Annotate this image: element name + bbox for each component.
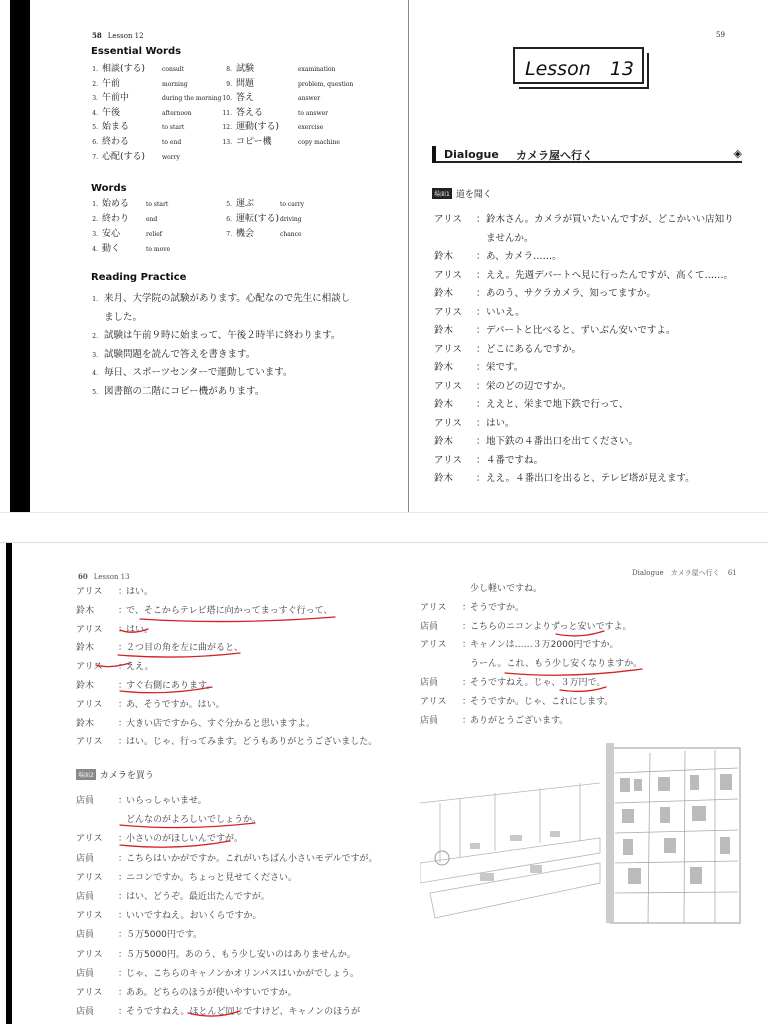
- dialogue-text: はい。じゃ、行ってみます。どうもありがとうございました。: [126, 737, 378, 748]
- speaker-colon: ：: [118, 796, 128, 806]
- dialogue-line: [76, 797, 416, 809]
- vocab-english: worry: [162, 153, 180, 161]
- vocab-japanese: 始まる: [102, 122, 130, 133]
- dialogue-line: [76, 816, 416, 828]
- essential-words-title: Essential Words: [91, 46, 182, 57]
- speaker-name: 店員: [76, 796, 95, 806]
- dialogue-line: [434, 419, 768, 431]
- vocab-japanese: 始める: [102, 199, 130, 209]
- dialogue-line: [76, 682, 416, 694]
- dialogue-text: あのう、サクラカメラ、知ってますか。: [486, 288, 656, 299]
- speaker-colon: ：: [118, 968, 128, 979]
- reading-sentence: [86, 294, 350, 304]
- speaker-name: 店員: [76, 1007, 95, 1018]
- vocab-japanese: 安心: [102, 229, 121, 239]
- speaker-colon: ：: [476, 343, 486, 355]
- words-title: Words: [91, 183, 127, 194]
- dialogue-text: ませんか。: [486, 232, 534, 244]
- speaker-colon: ：: [118, 853, 128, 864]
- vocab-english: to carry: [280, 201, 304, 208]
- speaker-colon: ：: [476, 454, 486, 466]
- vocab-japanese: 答え: [236, 93, 255, 104]
- speaker-colon: ：: [118, 949, 128, 960]
- speaker-name: アリス: [420, 602, 447, 613]
- dialogue-line: [434, 326, 768, 338]
- dialogue-text: ありがとうございます。: [470, 715, 569, 726]
- speaker-colon: ：: [476, 399, 486, 410]
- vocab-japanese: 動く: [102, 244, 121, 254]
- dialogue-text: 小さいのがほしいんですが。: [126, 834, 244, 845]
- item-number: 8.: [226, 66, 232, 73]
- sentence-text: 試験問題を読んで答えを書きます。: [104, 348, 256, 360]
- vocab-row: [218, 109, 408, 121]
- lesson-title-box: [513, 47, 644, 84]
- vocab-english: driving: [280, 216, 302, 223]
- speaker-colon: ：: [462, 678, 472, 688]
- dialogue-text: で、そこからテレビ塔に向かってまっすぐ行って、: [126, 605, 333, 616]
- reading-practice-title: Reading Practice: [91, 272, 187, 283]
- dialogue-line: [76, 607, 416, 619]
- speaker-name: 店員: [76, 853, 95, 864]
- dialogue-line: [434, 271, 768, 283]
- dialogue-line: [76, 893, 416, 905]
- dialogue-line: [76, 874, 416, 886]
- speaker-name: 鈴木: [434, 325, 454, 336]
- speaker-name: アリス: [76, 911, 103, 922]
- dialogue-line: [76, 644, 416, 656]
- vocab-english: to answer: [298, 109, 329, 117]
- speaker-colon: ：: [118, 892, 128, 902]
- lesson-title: Lesson 13: [525, 58, 634, 80]
- dialogue-text: ５万5000円です。: [126, 930, 203, 941]
- dialogue-line: [420, 717, 760, 729]
- item-number: 4.: [92, 370, 98, 377]
- vocab-japanese: 心配(する): [102, 151, 146, 162]
- dialogue-line: [420, 623, 760, 635]
- dialogue-text: 鈴木さん。カメラが買いたいんですが、どこかいい店知り: [486, 214, 734, 225]
- dialogue-line: [434, 400, 768, 412]
- dialogue-text: ああ。どちらのほうが使いやすいですか。: [126, 988, 297, 998]
- dialogue-text: ２つ目の角を左に曲がると、: [126, 643, 244, 654]
- sentence-text: 試験は午前９時に始まって、午後２時半に終わります。: [104, 330, 341, 341]
- vocab-english: copy machine: [298, 139, 340, 146]
- speaker-colon: ：: [118, 834, 128, 845]
- dialogue-text: あ、そうですか。はい。: [126, 699, 225, 710]
- dialogue-text: はい。: [126, 624, 154, 635]
- speaker-name: アリス: [76, 624, 103, 635]
- speaker-colon: ：: [118, 1007, 128, 1018]
- dialogue-text: あ、カメラ……。: [486, 251, 562, 262]
- dialogue-line: [76, 626, 416, 638]
- running-head: Lesson 12: [107, 32, 144, 40]
- speaker-colon: ：: [118, 911, 128, 922]
- dialogue-text: 栄のどの辺ですか。: [486, 380, 572, 392]
- vocab-english: to start: [146, 201, 169, 208]
- dialogue-text: はい。: [126, 587, 154, 597]
- item-number: 6.: [226, 216, 232, 223]
- vocab-japanese: コピー機: [236, 137, 272, 147]
- dialogue-line: [420, 641, 760, 653]
- scene-tag: 場面1: [432, 188, 452, 199]
- dialogue-line: [434, 382, 768, 394]
- running-head: Lesson 13: [93, 573, 130, 581]
- dialogue-line: [434, 308, 768, 320]
- reading-sentence: [86, 368, 292, 378]
- speaker-colon: ：: [462, 715, 472, 726]
- reading-sentence: [86, 387, 264, 397]
- speaker-name: 鈴木: [434, 436, 454, 447]
- speaker-colon: ：: [118, 988, 128, 998]
- vocab-english: afternoon: [162, 109, 192, 117]
- dialogue-line: [434, 215, 768, 227]
- reading-sentence: [86, 331, 341, 341]
- speaker-colon: ：: [476, 473, 486, 484]
- dialogue-line: [76, 588, 416, 600]
- scene-title: カメラを買う: [99, 771, 154, 781]
- sentence-text: 図書館の二階にコピー機があります。: [104, 385, 265, 397]
- page-number: 61: [727, 569, 737, 577]
- dialogue-text: ええ。: [126, 662, 154, 673]
- speaker-colon: ：: [118, 737, 128, 748]
- vocab-english: to start: [162, 124, 185, 132]
- item-number: 5.: [92, 124, 98, 132]
- dialogue-text: 栄です。: [486, 362, 524, 373]
- vocab-row: [218, 215, 408, 227]
- speaker-colon: ：: [476, 325, 486, 336]
- vocab-japanese: 午前中: [102, 93, 130, 104]
- item-number: 7.: [92, 153, 98, 161]
- speaker-name: アリス: [76, 872, 103, 883]
- item-number: 13.: [222, 139, 232, 146]
- vocab-row: [218, 200, 408, 212]
- speaker-colon: ：: [476, 269, 486, 281]
- vocab-japanese: 午前: [102, 78, 121, 89]
- dialogue-line: [420, 604, 760, 616]
- speaker-name: アリス: [76, 737, 103, 748]
- vocab-japanese: 機会: [236, 229, 255, 239]
- speaker-name: 店員: [420, 715, 439, 726]
- dialogue-text: いらっしゃいませ。: [126, 796, 207, 806]
- speaker-name: アリス: [434, 269, 462, 281]
- vocab-english: relief: [146, 231, 163, 238]
- speaker-name: 鈴木: [76, 643, 95, 654]
- dialogue-line: [420, 679, 760, 691]
- dialogue-line: [434, 252, 768, 264]
- item-number: 2.: [92, 216, 98, 223]
- dialogue-text: こちらはいかがですか。これがいちばん小さいモデルですが。: [126, 853, 378, 864]
- speaker-colon: ：: [462, 602, 472, 613]
- vocab-japanese: 答える: [236, 107, 264, 118]
- speaker-colon: ：: [476, 306, 486, 318]
- dialogue-text: どこにあるんですか。: [486, 343, 582, 355]
- scan-separator: [0, 512, 768, 543]
- speaker-name: アリス: [434, 306, 462, 318]
- dialogue-text: はい、どうぞ。最近出たんですが。: [126, 892, 270, 902]
- speaker-colon: ：: [476, 214, 486, 225]
- vocab-english: to move: [146, 246, 171, 253]
- dialogue-line: [420, 585, 760, 597]
- speaker-colon: ：: [118, 718, 128, 729]
- vocab-row: [218, 230, 408, 242]
- speaker-colon: ：: [118, 662, 128, 673]
- item-number: 3.: [92, 95, 98, 103]
- dialogue-text: ニコンですか。ちょっと見せてください。: [126, 872, 298, 883]
- dialogue-text: ええ。４番出口を出ると、テレビ塔が見えます。: [486, 473, 695, 484]
- speaker-colon: ：: [462, 696, 472, 707]
- speaker-name: アリス: [420, 696, 447, 707]
- speaker-colon: ：: [118, 587, 128, 597]
- dialogue-text: じゃ、こちらのキャノンかオリンパスはいかがでしょう。: [126, 968, 360, 979]
- page-number: 60: [78, 572, 88, 581]
- speaker-name: アリス: [420, 640, 447, 651]
- dialogue-text: そうですねえ。じゃ、３万円で。: [470, 678, 606, 688]
- dialogue-text: ええ。先週デパートへ見に行ったんですが、高くて……。: [486, 269, 734, 281]
- item-number: 3.: [92, 351, 98, 359]
- header-bar: [432, 146, 436, 163]
- item-number: 1.: [92, 201, 98, 208]
- dialogue-text: そうですねえ。ほとんど同じですけど、キャノンのほうが: [126, 1007, 361, 1018]
- dialogue-line: [434, 456, 768, 468]
- speaker-colon: ：: [118, 605, 128, 616]
- speaker-colon: ：: [118, 624, 128, 635]
- vocab-row: [84, 153, 274, 165]
- dialogue-line: [76, 720, 416, 732]
- scene-2-heading: [76, 768, 154, 781]
- dialogue-text: こちらのニコンよりずっと安いですよ。: [470, 621, 632, 632]
- item-number: 1.: [92, 296, 98, 303]
- dialogue-text: キャノンは……３万2000円ですか。: [470, 640, 619, 651]
- vocab-row: [218, 123, 408, 135]
- dialogue-title: カメラ屋へ行く: [516, 149, 593, 162]
- dialogue-text: デパートと比べると、ずいぶん安いですよ。: [486, 325, 676, 336]
- speaker-name: 鈴木: [76, 605, 95, 616]
- speaker-colon: ：: [476, 251, 486, 262]
- vocab-row: [218, 94, 408, 106]
- page-header-58: [92, 31, 144, 40]
- scene-tag: 場面2: [76, 769, 96, 780]
- dialogue-text: いいですねえ。おいくらですか。: [126, 911, 262, 922]
- speaker-colon: ：: [476, 288, 486, 299]
- binding-strip-bottom: [6, 543, 12, 1024]
- vocab-japanese: 問題: [236, 78, 255, 89]
- vocab-row: [218, 80, 408, 92]
- speaker-colon: ：: [118, 681, 128, 691]
- item-number: 4.: [92, 246, 98, 253]
- dialogue-line: [76, 855, 416, 867]
- vocab-english: chance: [280, 231, 302, 238]
- vocab-english: examination: [298, 66, 336, 73]
- vocab-english: end: [146, 216, 158, 223]
- dialogue-line: [76, 1008, 416, 1020]
- dialogue-line: [76, 931, 416, 943]
- dialogue-label: Dialogue: [444, 148, 499, 161]
- speaker-name: 鈴木: [76, 681, 95, 691]
- running-head: Dialogue カメラ屋へ行く: [632, 569, 720, 577]
- dialogue-line: [76, 663, 416, 675]
- vocab-japanese: 試験: [236, 64, 255, 74]
- dialogue-text: 大きい店ですから、すぐ分かると思いますよ。: [126, 718, 316, 729]
- dialogue-line: [434, 363, 768, 375]
- speaker-name: アリス: [76, 834, 103, 845]
- item-number: 5.: [226, 201, 232, 208]
- dialogue-line: [76, 835, 416, 847]
- speaker-name: 店員: [420, 621, 439, 632]
- speaker-name: アリス: [434, 417, 462, 429]
- speaker-colon: ：: [462, 640, 472, 651]
- speaker-name: 店員: [76, 930, 95, 941]
- speaker-name: 鈴木: [434, 288, 454, 299]
- speaker-colon: ：: [476, 417, 486, 429]
- speaker-name: アリス: [76, 587, 103, 597]
- speaker-name: アリス: [76, 988, 103, 998]
- dialogue-line: [76, 912, 416, 924]
- vocab-english: to end: [162, 139, 182, 146]
- speaker-name: アリス: [76, 699, 103, 710]
- dialogue-text: いいえ。: [486, 306, 525, 318]
- dialogue-line: [420, 660, 760, 672]
- dialogue-line: [434, 474, 768, 486]
- vocab-japanese: 終わる: [102, 137, 130, 147]
- dialogue-text: どんなのがよろしいでしょうか。: [126, 815, 262, 826]
- speaker-name: アリス: [76, 662, 103, 673]
- dialogue-text: そうですか。: [470, 602, 525, 613]
- dialogue-line: [434, 289, 768, 301]
- speaker-name: 鈴木: [434, 473, 454, 484]
- vocab-japanese: 相談(する): [102, 64, 146, 74]
- speaker-name: アリス: [434, 454, 462, 466]
- vocab-japanese: 終わり: [102, 214, 130, 224]
- page-number: 58: [92, 31, 102, 40]
- bottom-spread: [0, 543, 768, 1024]
- item-number: 10.: [222, 95, 232, 103]
- scene-title: 道を聞く: [455, 190, 492, 200]
- speaker-name: 鈴木: [434, 362, 454, 373]
- dialogue-text: そうですか。じゃ、これにします。: [470, 696, 614, 707]
- speaker-colon: ：: [476, 362, 486, 373]
- item-number: 12.: [222, 124, 232, 132]
- vocab-english: answer: [298, 95, 321, 103]
- speaker-colon: ：: [462, 621, 472, 632]
- vocab-japanese: 午後: [102, 107, 121, 118]
- dialogue-text: ええと、栄まで地下鉄で行って、: [486, 399, 629, 410]
- speaker-colon: ：: [476, 380, 486, 392]
- item-number: 1.: [92, 66, 98, 73]
- speaker-colon: ：: [118, 699, 128, 710]
- vocab-japanese: 運転(する): [236, 214, 280, 224]
- vocab-english: morning: [162, 80, 188, 88]
- vocab-english: problem, question: [298, 80, 354, 88]
- dialogue-text: うーん。これ、もう少し安くなりますか。: [470, 659, 643, 670]
- dialogue-line: [76, 701, 416, 713]
- vocab-english: consult: [162, 66, 185, 73]
- scene-1-heading: [432, 187, 492, 200]
- dialogue-line: [76, 951, 416, 963]
- speaker-name: 店員: [420, 678, 439, 688]
- binding-strip-left: [10, 0, 30, 512]
- dialogue-text: 地下鉄の４番出口を出てください。: [486, 436, 639, 447]
- sentence-text: 毎日、スポーツセンターで運動しています。: [104, 367, 293, 378]
- speaker-colon: ：: [118, 930, 128, 941]
- speaker-colon: ：: [118, 643, 128, 654]
- vocab-english: exercise: [298, 124, 324, 132]
- item-number: 4.: [92, 109, 98, 117]
- camera-shop-illustration: [420, 743, 750, 928]
- vocab-row: [84, 245, 274, 257]
- dialogue-text: ５万5000円。あのう、もう少し安いのはありませんか。: [126, 949, 356, 960]
- dialogue-text: ４番ですね。: [486, 454, 544, 466]
- dialogue-text: 少し軽いですね。: [470, 584, 543, 594]
- speaker-name: アリス: [434, 343, 462, 355]
- page-header-61: [632, 568, 737, 578]
- sentence-text: ました。: [104, 311, 143, 323]
- speaker-name: 鈴木: [76, 718, 95, 729]
- page-header-60: [78, 572, 130, 581]
- dialogue-line: [76, 738, 416, 750]
- reading-sentence: [86, 350, 255, 360]
- vocab-japanese: 運ぶ: [236, 199, 255, 209]
- speaker-name: 鈴木: [434, 251, 454, 262]
- reading-sentence: [86, 313, 142, 323]
- dialogue-text: すぐ右側にあります。: [126, 681, 216, 691]
- dialogue-line: [434, 345, 768, 357]
- vocab-row: [218, 138, 408, 150]
- item-number: 9.: [226, 80, 232, 88]
- speaker-colon: ：: [118, 872, 128, 883]
- speaker-name: アリス: [76, 949, 103, 960]
- sentence-text: 来月、大学院の試験があります。心配なので先生に相談し: [104, 293, 351, 304]
- dialogue-text: はい。: [486, 417, 515, 429]
- speaker-name: 店員: [76, 968, 95, 979]
- item-number: 3.: [92, 231, 98, 238]
- speaker-name: アリス: [434, 380, 462, 392]
- speaker-name: 店員: [76, 892, 95, 902]
- speaker-name: アリス: [434, 214, 462, 225]
- speaker-name: 鈴木: [434, 399, 454, 410]
- page-number-59: 59: [716, 31, 725, 39]
- speaker-colon: ：: [476, 436, 486, 447]
- dialogue-line: [434, 437, 768, 449]
- vocab-row: [218, 65, 408, 77]
- vocab-japanese: 運動(する): [236, 122, 280, 133]
- item-number: 7.: [226, 231, 232, 238]
- item-number: 6.: [92, 139, 98, 146]
- dialogue-line: [76, 970, 416, 982]
- ornament-icon: ◈: [733, 147, 742, 160]
- vocab-english: during the morning: [162, 95, 222, 103]
- dialogue-header: [432, 145, 742, 163]
- dialogue-line: [434, 234, 768, 246]
- item-number: 2.: [92, 333, 98, 340]
- item-number: 5.: [92, 388, 98, 396]
- item-number: 2.: [92, 80, 98, 88]
- page-gutter: [408, 0, 409, 512]
- item-number: 11.: [222, 109, 232, 117]
- dialogue-line: [420, 698, 760, 710]
- dialogue-line: [76, 989, 416, 1001]
